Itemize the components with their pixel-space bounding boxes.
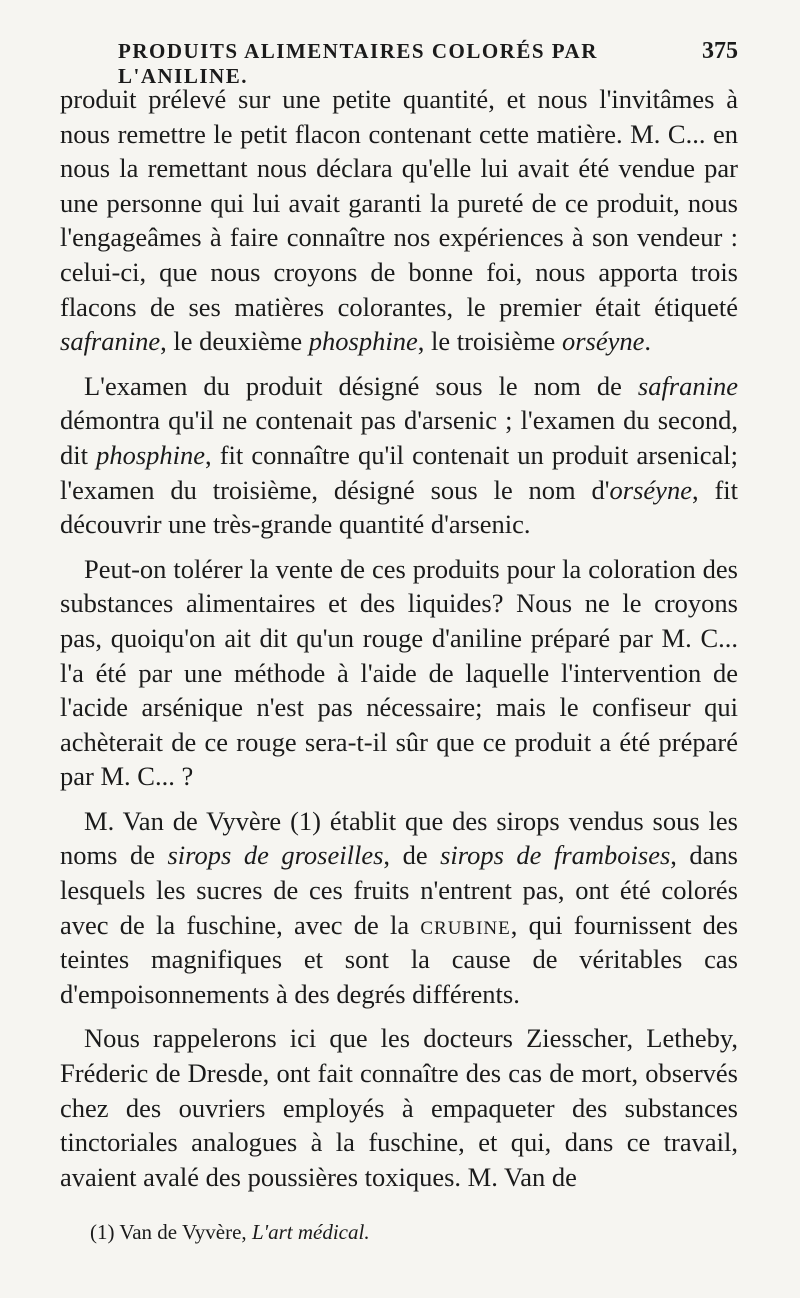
italic-term: orséyne bbox=[609, 474, 692, 505]
italic-term: sirops de framboises bbox=[440, 840, 671, 871]
text-run: L'examen du produit désigné sous le nom de bbox=[84, 370, 638, 401]
italic-term: phosphine bbox=[308, 326, 418, 357]
text-run: M. Van de Vyvère (1) établit que des sirops vendus sous les noms de bbox=[60, 805, 738, 871]
text-run: , fit connaître qu'il contenait un produit arsenical; l'examen du troisième, désigné sous le nom d' bbox=[60, 439, 738, 505]
paragraph-4 bbox=[60, 804, 738, 1012]
text-run: , fit découvrir une très-grande quantité d'arsenic. bbox=[60, 474, 738, 540]
paragraph-2 bbox=[60, 369, 738, 542]
text-run: , le troisième bbox=[417, 326, 562, 357]
body-text bbox=[60, 82, 738, 1194]
footnote-text: (1) Van de Vyvère, bbox=[90, 1220, 252, 1244]
small-caps-term: crubine bbox=[420, 909, 511, 940]
italic-term: orséyne bbox=[561, 326, 645, 357]
text-run: produit prélevé sur une petite quantité, et nous l'invitâmes à nous remettre le petit flacon contenant cette matière. M. C... en nous la remettant nous déclara qu'elle lui avait été vendue par une personne qui lui avait garanti la pureté de ce produit, nous l'engageâmes à faire connaître nos expériences à son vendeur : celui-ci, que nous croyons de bonne foi, nous apporta trois flacons de ses matières colorantes, le premier était étiqueté bbox=[60, 84, 738, 322]
text-run: , dans lesquels les sucres de ces fruits n'entrent pas, ont été colorés avec de la fuschine, avec de la bbox=[60, 840, 738, 940]
italic-term: safranine bbox=[60, 326, 161, 357]
text-run: , le deuxième bbox=[160, 326, 309, 357]
paragraph-3: Peut-on tolérer la vente de ces produits pour la coloration des substances alimentaires et des liquides? Nous ne le croyons pas, quoiqu'on ait dit qu'un rouge d'aniline préparé par M. C... l'a été par une méthode à l'aide de laquelle l'intervention de l'acide arsénique n'est pas nécessaire; mais le confiseur qui achèterait de ce rouge sera-t-il sûr que ce produit a été préparé par M. C... ? bbox=[60, 553, 738, 792]
running-head: PRODUITS ALIMENTAIRES COLORÉS PAR L'ANILINE. bbox=[118, 39, 598, 88]
paragraph-5: Nous rappelerons ici que les docteurs Ziesscher, Letheby, Fréderic de Dresde, ont fait connaître des cas de mort, observés chez des ouvriers employés à empaqueter des substances tinctoriales analogues à la fuschine, et qui, dans ce travail, avaient avalé des poussières toxiques. M. Van de bbox=[60, 1023, 738, 1192]
text-run: . bbox=[644, 326, 651, 357]
italic-term: phosphine bbox=[96, 439, 205, 470]
paragraph-1 bbox=[60, 82, 738, 359]
footnote-title: L'art médical. bbox=[251, 1220, 370, 1244]
page-number: 375 bbox=[702, 38, 738, 64]
footnote bbox=[90, 1220, 730, 1245]
italic-term: safranine bbox=[637, 370, 738, 401]
text-run: , de bbox=[383, 840, 441, 871]
text-run: démontra qu'il ne contenait pas d'arsenic ; l'examen du second, dit bbox=[60, 405, 738, 470]
text-run: , qui fournissent des teintes magnifiques et sont la cause de véritables cas d'empoisonnements à des degrés différents. bbox=[60, 909, 739, 1009]
italic-term: sirops de groseilles bbox=[167, 840, 384, 871]
